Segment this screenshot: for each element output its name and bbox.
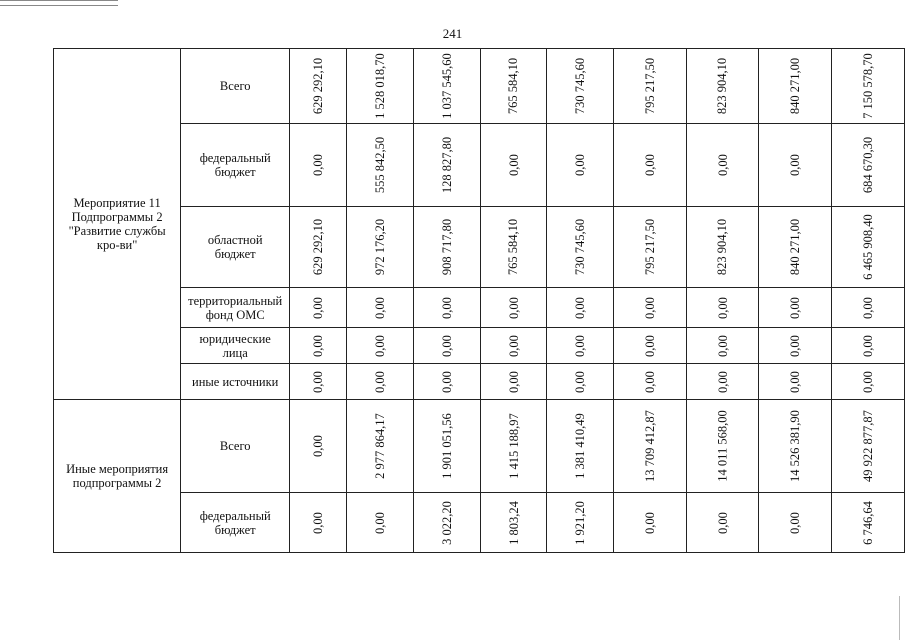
value-cell: 0,00 — [573, 154, 588, 176]
value-cell: 0,00 — [715, 370, 730, 393]
value-cell: 7 150 578,70 — [861, 53, 876, 119]
value-cell: 0,00 — [573, 334, 588, 357]
value-cell: 0,00 — [642, 154, 657, 176]
table-row — [54, 49, 905, 124]
value-cell: 823 904,10 — [715, 218, 730, 276]
value-cell: 0,00 — [373, 334, 388, 357]
value-cell: 1 528 018,70 — [373, 53, 388, 119]
value-cell: 765 584,10 — [506, 218, 521, 276]
table-row — [54, 288, 905, 328]
event-name-cell: Мероприятие 11 Подпрограммы 2 "Развитие службы кро-ви" — [54, 49, 181, 400]
value-cell: 0,00 — [439, 370, 454, 393]
value-cell: 3 022,20 — [439, 500, 454, 545]
source-cell: Всего — [181, 49, 290, 124]
source-cell: федеральный бюджет — [181, 124, 290, 207]
value-cell: 0,00 — [788, 154, 803, 176]
value-cell: 0,00 — [715, 296, 730, 319]
value-cell: 0,00 — [642, 370, 657, 393]
value-cell: 14 526 381,90 — [788, 410, 803, 482]
table-row — [54, 364, 905, 400]
value-cell: 6 465 908,40 — [861, 214, 876, 280]
value-cell: 0,00 — [311, 334, 326, 357]
budget-table — [53, 48, 905, 553]
table-row — [54, 207, 905, 288]
value-cell: 972 176,20 — [373, 218, 388, 276]
value-cell: 0,00 — [311, 154, 326, 176]
source-cell: областной бюджет — [181, 207, 290, 288]
value-cell: 840 271,00 — [788, 57, 803, 115]
value-cell: 629 292,10 — [311, 218, 326, 276]
value-cell: 0,00 — [311, 435, 326, 457]
value-cell: 0,00 — [642, 334, 657, 357]
value-cell: 0,00 — [788, 296, 803, 319]
margin-mark — [899, 596, 900, 640]
value-cell: 1 415 188,97 — [506, 413, 521, 479]
value-cell: 555 842,50 — [373, 136, 388, 194]
value-cell: 14 011 568,00 — [715, 410, 730, 482]
value-cell: 0,00 — [439, 334, 454, 357]
value-cell: 0,00 — [311, 511, 326, 534]
header-rule — [0, 0, 118, 6]
value-cell: 0,00 — [373, 370, 388, 393]
value-cell: 0,00 — [861, 334, 876, 357]
value-cell: 0,00 — [573, 296, 588, 319]
value-cell: 0,00 — [642, 296, 657, 319]
source-cell: юридические лица — [181, 328, 290, 364]
source-cell: Всего — [181, 400, 290, 493]
value-cell: 0,00 — [788, 334, 803, 357]
value-cell: 765 584,10 — [506, 57, 521, 115]
table-row — [54, 328, 905, 364]
value-cell: 0,00 — [715, 511, 730, 534]
source-cell: территориальный фонд ОМС — [181, 288, 290, 328]
value-cell: 128 827,80 — [439, 136, 454, 194]
source-cell: федеральный бюджет — [181, 493, 290, 553]
value-cell: 629 292,10 — [311, 57, 326, 115]
value-cell: 0,00 — [861, 370, 876, 393]
value-cell: 0,00 — [506, 334, 521, 357]
value-cell: 730 745,60 — [573, 57, 588, 115]
value-cell: 2 977 864,17 — [373, 413, 388, 479]
value-cell: 1 037 545,60 — [439, 53, 454, 119]
table-row — [54, 124, 905, 207]
event-name-cell: Иные мероприятия подпрограммы 2 — [54, 400, 181, 553]
value-cell: 0,00 — [642, 511, 657, 534]
value-cell: 0,00 — [788, 370, 803, 393]
value-cell: 823 904,10 — [715, 57, 730, 115]
value-cell: 684 670,30 — [861, 136, 876, 194]
value-cell: 0,00 — [715, 154, 730, 176]
source-cell: иные источники — [181, 364, 290, 400]
value-cell: 0,00 — [439, 296, 454, 319]
value-cell: 0,00 — [506, 370, 521, 393]
value-cell: 49 922 877,87 — [861, 410, 876, 482]
value-cell: 795 217,50 — [642, 57, 657, 115]
value-cell: 6 746,64 — [861, 500, 876, 545]
value-cell: 1 901 051,56 — [439, 413, 454, 479]
value-cell: 0,00 — [311, 370, 326, 393]
value-cell: 0,00 — [311, 296, 326, 319]
value-cell: 0,00 — [573, 370, 588, 393]
value-cell: 730 745,60 — [573, 218, 588, 276]
value-cell: 795 217,50 — [642, 218, 657, 276]
value-cell: 0,00 — [506, 296, 521, 319]
value-cell: 0,00 — [788, 511, 803, 534]
value-cell: 0,00 — [506, 154, 521, 176]
value-cell: 0,00 — [861, 296, 876, 319]
table-row — [54, 493, 905, 553]
value-cell: 13 709 412,87 — [642, 410, 657, 482]
value-cell: 1 803,24 — [506, 500, 521, 545]
table-row — [54, 400, 905, 493]
page-number: 241 — [442, 26, 463, 41]
value-cell: 0,00 — [715, 334, 730, 357]
value-cell: 0,00 — [373, 296, 388, 319]
value-cell: 1 381 410,49 — [573, 413, 588, 479]
value-cell: 1 921,20 — [573, 500, 588, 545]
value-cell: 908 717,80 — [439, 218, 454, 276]
value-cell: 840 271,00 — [788, 218, 803, 276]
value-cell: 0,00 — [373, 511, 388, 534]
